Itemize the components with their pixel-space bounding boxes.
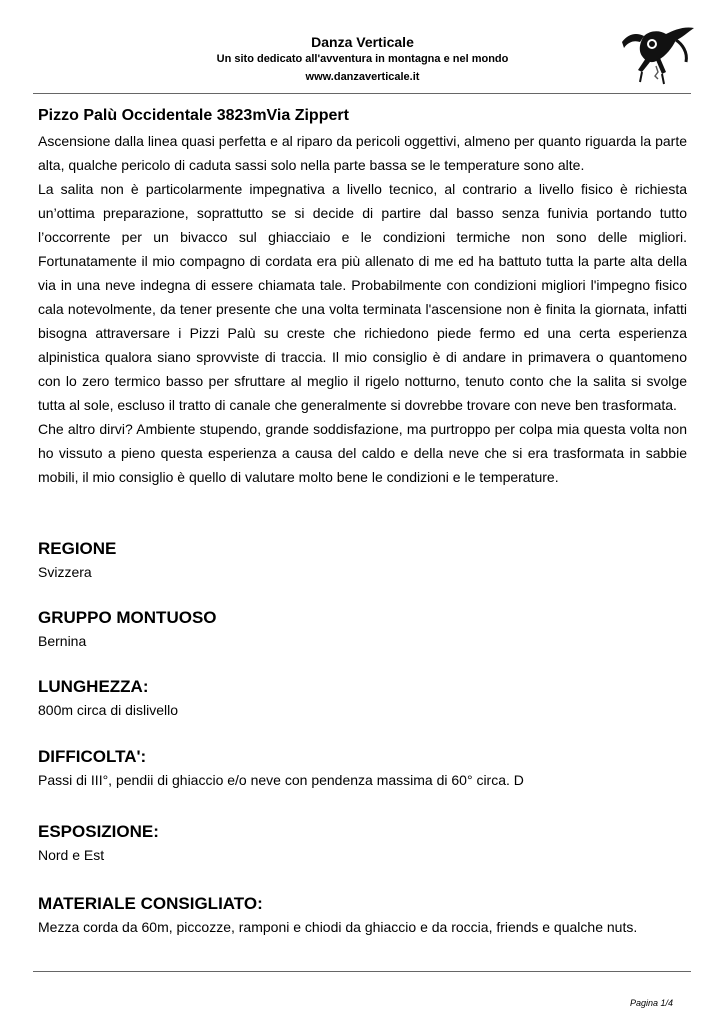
description-body — [38, 129, 687, 489]
section-value: Nord e Est — [38, 847, 105, 863]
section-materiale-consigliato — [38, 894, 687, 936]
section-heading: MATERIALE CONSIGLIATO: — [38, 894, 263, 913]
footer-divider — [33, 971, 691, 972]
section-difficolta — [38, 747, 687, 789]
section-esposizione — [38, 822, 687, 864]
paragraph-details: La salita non è particolarmente impegnativa a livello tecnico, al contrario a livello fisico è richiesta un’ottima preparazione, soprattutto se si decide di partire dal basso senza funivia portando tutto l’occorrente per un bivacco sul ghiacciaio e le condizioni termiche non sono delle migliori. Fortunatamente il mio compagno di cordata era più allenato di me ed ha battuto tutta la parte alta della via in una neve indegna di essere chiamata tale. Probabilmente con condizioni migliori l'impegno fisico cala notevolmente, da tener presente che una volta terminata l'ascensione non è finita la giornata, infatti bisogna attraversare i Pizzi Palù su creste che richiedono piede fermo ed una certa esperienza alpinistica qualora siano sprovviste di traccia. Il mio consiglio è di andare in primavera o quantomeno con lo zero termico basso per sfruttare al meglio il rigelo notturno, tenuto conto che la salita si svolge tutta al sole, escluso il tratto di canale che generalmente si dovrebbe trovare con neve ben trasformata. — [38, 181, 687, 413]
section-value: Passi di III°, pendii di ghiaccio e/o neve con pendenza massima di 60° circa. D — [38, 772, 524, 788]
section-heading: DIFFICOLTA': — [38, 747, 147, 766]
climber-logo-icon — [616, 22, 698, 86]
header-divider — [33, 93, 691, 94]
paragraph-intro: Ascensione dalla linea quasi perfetta e al riparo da pericoli oggettivi, almeno per quanto riguarda la parte alta, qualche pericolo di caduta sassi solo nella parte bassa se le temperature sono alte. — [38, 133, 687, 173]
page-number: Pagina 1/4 — [629, 998, 673, 1008]
section-heading: LUNGHEZZA: — [38, 677, 149, 696]
paragraph-conclusion: Che altro dirvi? Ambiente stupendo, grande soddisfazione, ma purtroppo per colpa mia questa volta non ho vissuto a pieno questa esperienza a causa del caldo e della neve che si era trasformata in sabbie mobili, il mio consiglio è quello di valutare molto bene le condizioni e le temperature. — [38, 421, 687, 485]
section-value: Bernina — [38, 633, 87, 649]
section-value: Svizzera — [38, 564, 92, 580]
site-title: Danza Verticale — [311, 34, 414, 50]
section-heading: GRUPPO MONTUOSO — [38, 608, 217, 627]
site-subtitle: Un sito dedicato all'avventura in montagna e nel mondo — [216, 53, 509, 65]
site-url: www.danzaverticale.it — [305, 71, 420, 83]
section-value: 800m circa di dislivello — [38, 702, 179, 718]
section-regione — [38, 539, 687, 581]
section-gruppo-montuoso — [38, 608, 687, 650]
section-heading: ESPOSIZIONE: — [38, 822, 159, 841]
document-title: Pizzo Palù Occidentale 3823mVia Zippert — [38, 107, 349, 124]
section-lunghezza — [38, 677, 687, 719]
section-value: Mezza corda da 60m, piccozze, ramponi e chiodi da ghiaccio e da roccia, friends e qualche nuts. — [38, 919, 638, 935]
section-heading: REGIONE — [38, 539, 117, 558]
